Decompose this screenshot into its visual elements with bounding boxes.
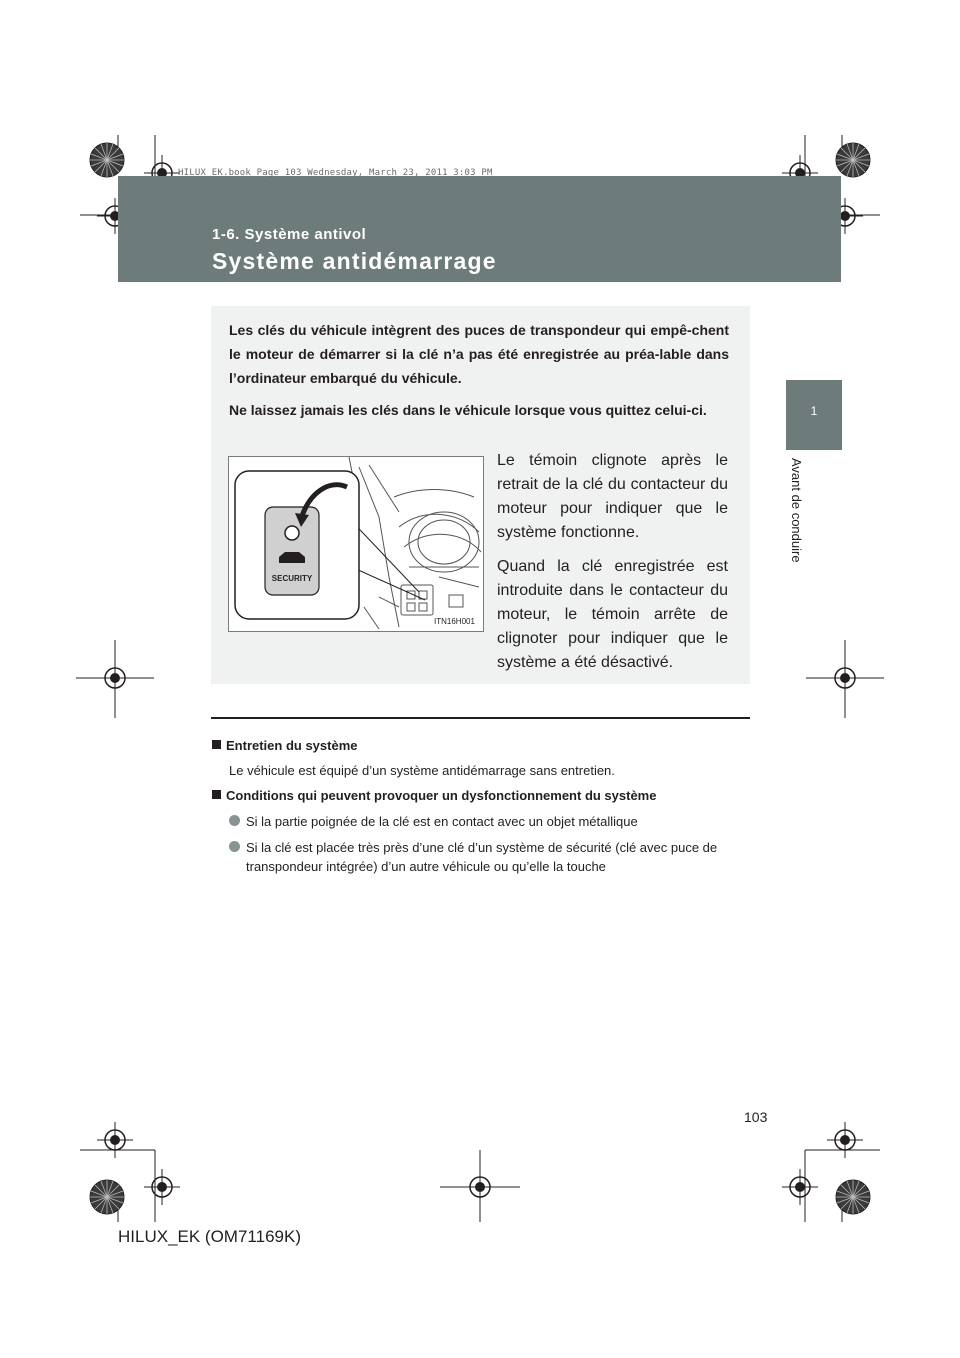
list-item <box>229 812 746 831</box>
chapter-number: 1 <box>810 404 818 418</box>
bullet-text: Si la clé est placée très près d’une clé d’un système de sécurité (clé avec puce de transpondeur intégrée) d’un autre véhicule ou qu’elle la touche <box>246 840 718 874</box>
note-heading-text: Entretien du système <box>226 738 358 753</box>
round-bullet-icon <box>229 815 240 826</box>
security-indicator-illustration <box>228 456 484 632</box>
note-text-maintenance: Le véhicule est équipé d’un système antidémarrage sans entretien. <box>229 763 615 778</box>
page-number: 103 <box>744 1109 768 1125</box>
square-bullet-icon <box>212 740 221 749</box>
indicator-description <box>497 449 728 685</box>
round-bullet-icon <box>229 841 240 852</box>
chapter-label: Avant de conduire <box>789 458 804 563</box>
intro-paragraph: Ne laissez jamais les clés dans le véhicule lorsque vous quittez celui-ci. <box>229 402 707 418</box>
note-heading-maintenance <box>212 738 358 753</box>
section-label: 1-6. Système antivol <box>212 226 367 243</box>
list-item <box>229 838 751 876</box>
square-bullet-icon <box>212 790 221 799</box>
book-info-line: HILUX_EK.book Page 103 Wednesday, March 23, 2011 3:03 PM <box>178 168 493 178</box>
intro-paragraph: Les clés du véhicule intègrent des puces de transpondeur qui empê-chent le moteur de démarrer si la clé n’a pas été enregistrée au préa-lable dans l’ordinateur embarqué du véhicule. <box>229 322 729 386</box>
footer-model-code: HILUX_EK (OM71169K) <box>118 1227 301 1246</box>
description-paragraph: Quand la clé enregistrée est introduite dans le contacteur du moteur, le témoin arrête de clignoter pour indiquer que le système a été désactivé. <box>497 558 728 671</box>
figure-code: ITN16H001 <box>434 617 475 626</box>
note-heading-malfunction <box>212 788 656 803</box>
section-divider <box>211 717 750 719</box>
dashboard-drawing <box>229 457 483 631</box>
page-title: Système antidémarrage <box>212 248 497 274</box>
description-paragraph: Le témoin clignote après le retrait de la clé du contacteur du moteur pour indiquer que le système fonctionne. <box>497 452 728 541</box>
bullet-text: Si la partie poignée de la clé est en contact avec un objet métallique <box>246 814 638 829</box>
note-heading-text: Conditions qui peuvent provoquer un dysfonctionnement du système <box>226 788 657 803</box>
security-button-label: SECURITY <box>271 574 313 583</box>
intro-text <box>229 318 729 430</box>
